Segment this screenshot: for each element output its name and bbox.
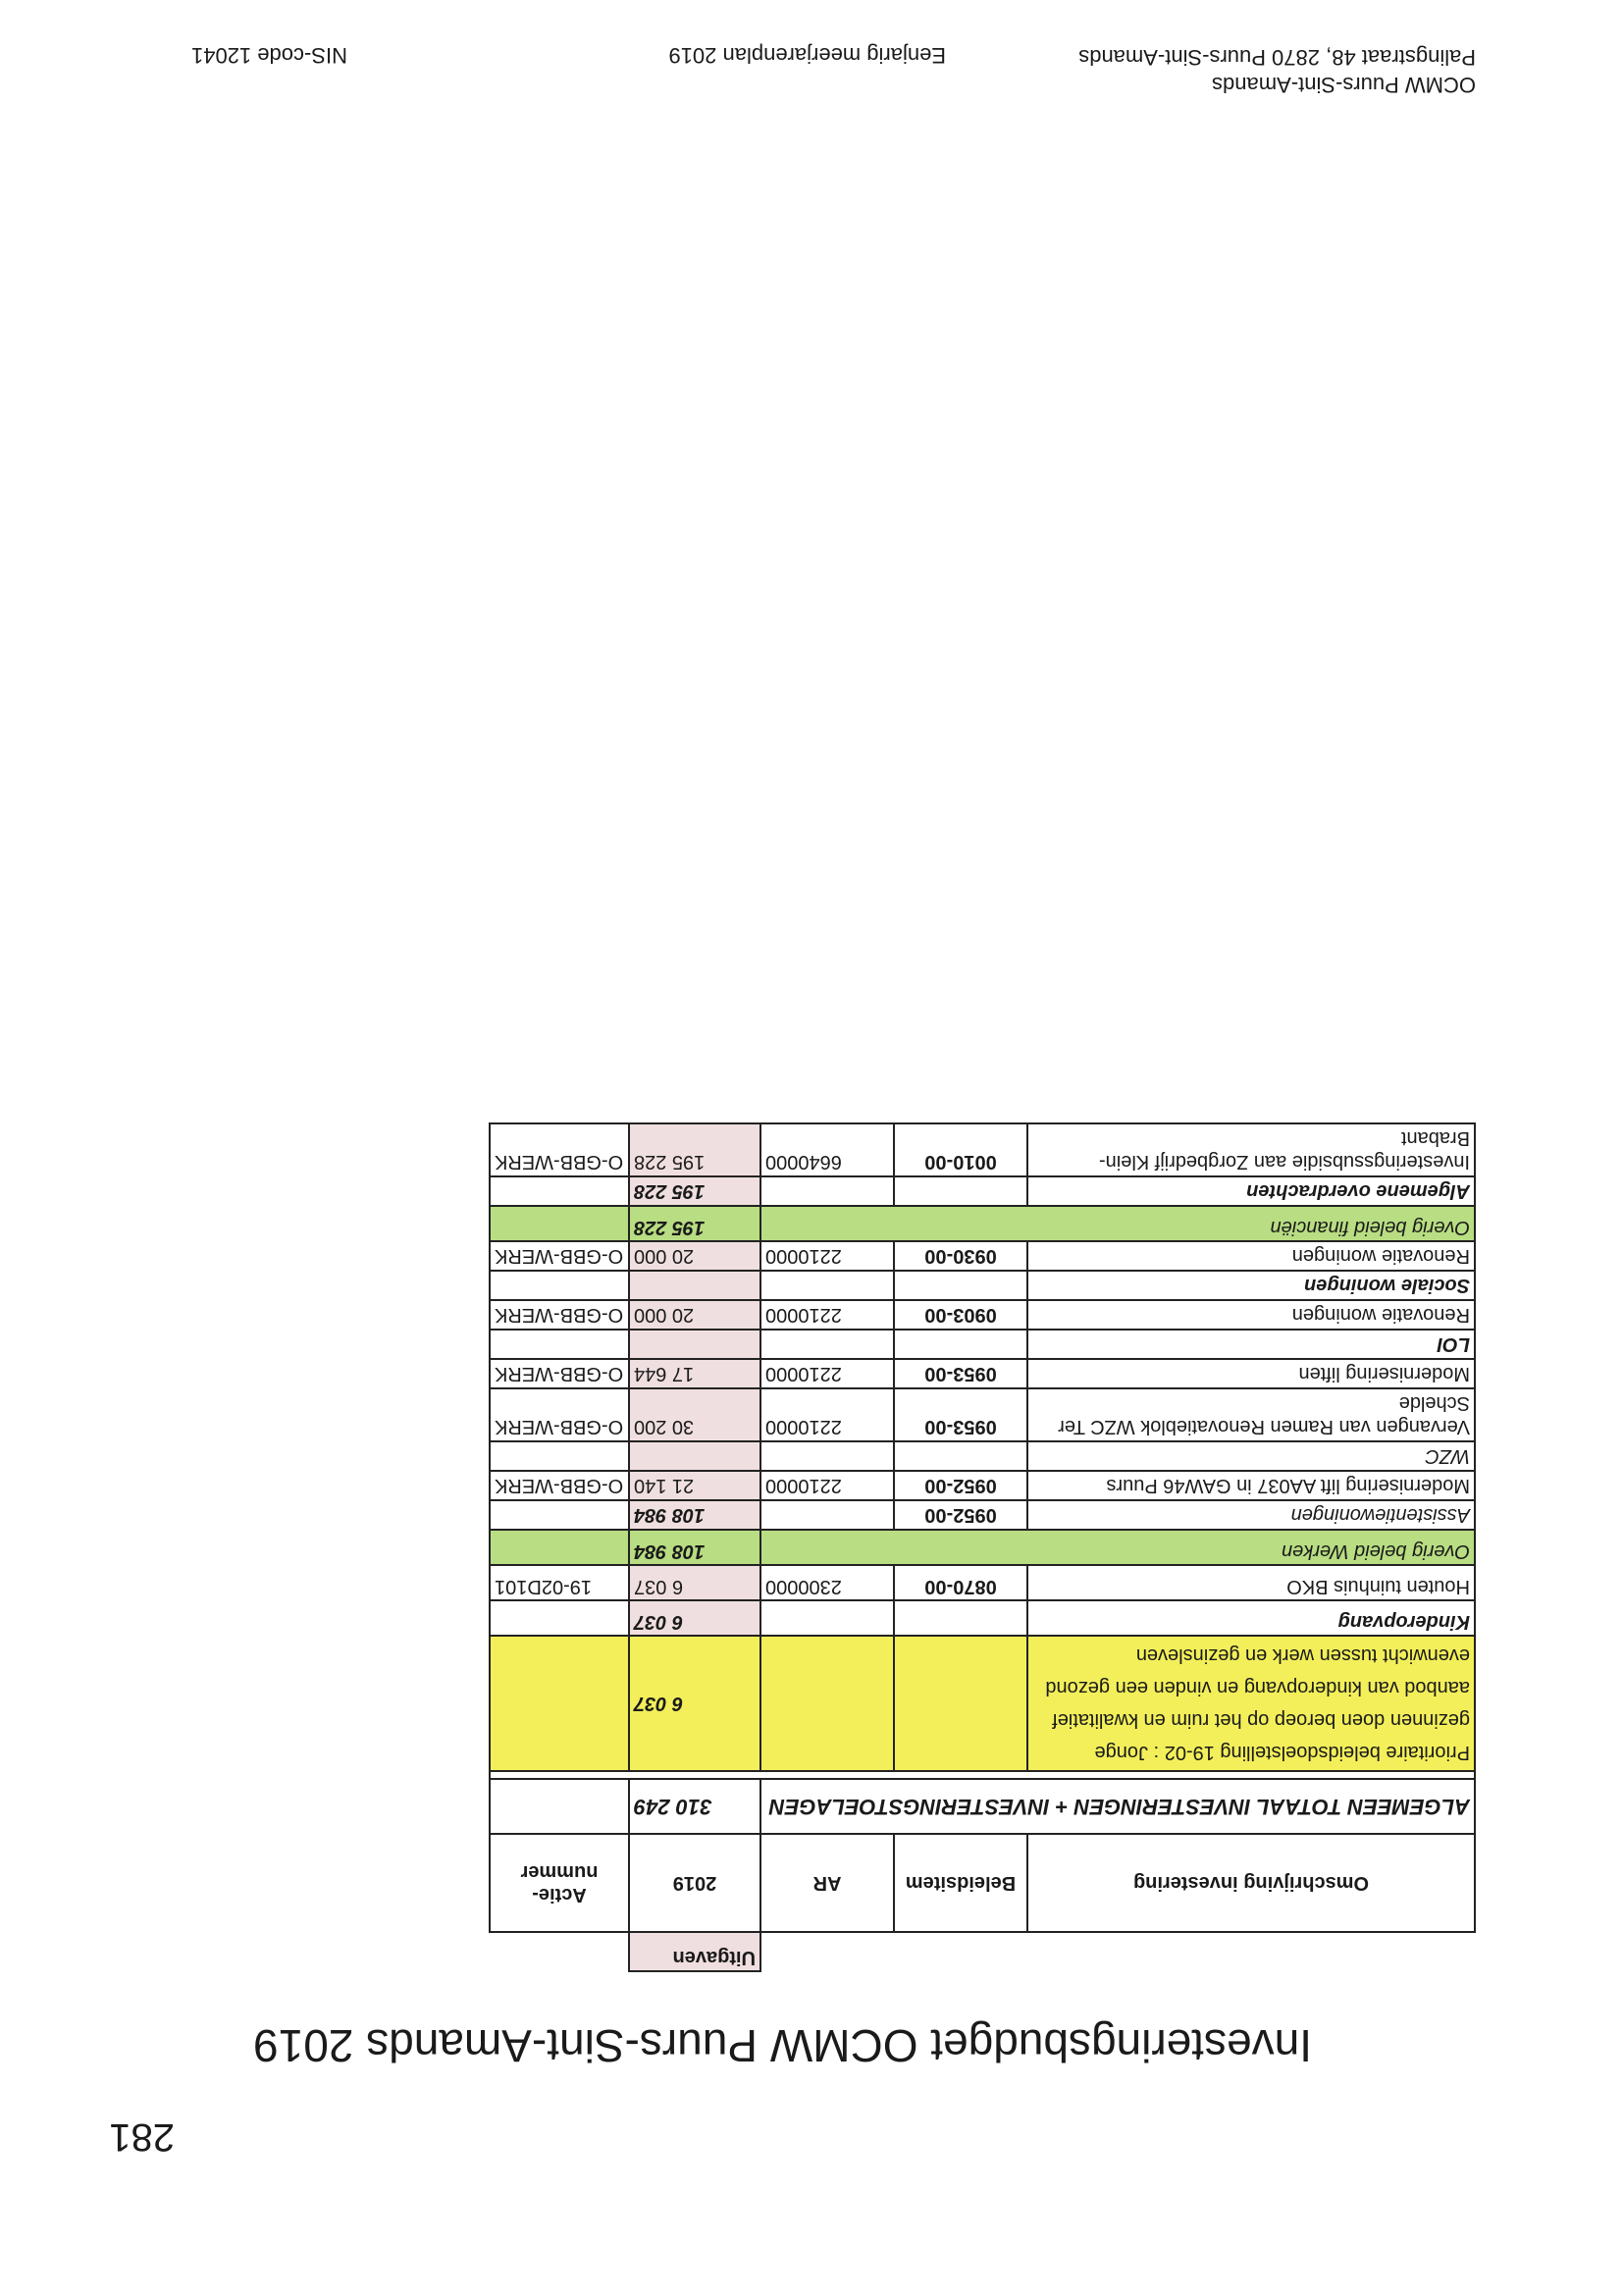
cell-ar: 6640000	[760, 1123, 894, 1176]
priority-row	[490, 1636, 1475, 1771]
table-row	[490, 1123, 1475, 1176]
page-number: 281	[109, 2115, 175, 2159]
total-label: ALGEMEEN TOTAAL INVESTERINGEN + INVESTERINGSTOELAGEN	[760, 1779, 1475, 1834]
table-row	[490, 1271, 1475, 1300]
green-label: Overig beleid financiën	[760, 1206, 1475, 1241]
table-row	[490, 1176, 1475, 1206]
cell-ar: 2300000	[760, 1565, 894, 1600]
table-row	[490, 1500, 1475, 1530]
cell-beleidsitem: 0952-00	[894, 1471, 1027, 1500]
cell-actie: 19-02D101	[490, 1565, 629, 1600]
cell-beleidsitem: 0930-00	[894, 1241, 1027, 1271]
cell-omschrijving: Houten tuinhuis BKO	[1027, 1565, 1475, 1600]
green-row-werken	[490, 1530, 1475, 1565]
header-beleidsitem: Beleidsitem	[894, 1834, 1027, 1932]
total-value: 310 249	[629, 1779, 760, 1834]
header-year: 2019	[629, 1834, 760, 1932]
footer-address: Palingstraat 48, 2870 Puurs-Sint-Amands	[1078, 45, 1476, 70]
cell-ar: 2210000	[760, 1241, 894, 1271]
cell-beleidsitem: 0952-00	[894, 1500, 1027, 1530]
header-ar: AR	[760, 1834, 894, 1932]
green-row-financien	[490, 1206, 1475, 1241]
cell-omschrijving: Renovatie woningen	[1027, 1300, 1475, 1330]
cell-beleidsitem: 0953-00	[894, 1359, 1027, 1388]
cell-omschrijving: Vervangen van Ramen Renovatieblok WZC Ter Schelde	[1027, 1388, 1475, 1441]
cell-omschrijving: Renovatie woningen	[1027, 1241, 1475, 1271]
header-actie: Actie-nummer	[490, 1834, 629, 1932]
table-row	[490, 1330, 1475, 1359]
group-title: Kinderopvang	[1027, 1600, 1475, 1636]
cell-value: 20 000	[629, 1300, 760, 1330]
cell-value: 20 000	[629, 1241, 760, 1271]
footer-doc: Eenjarig meerjarenplan 2019	[668, 43, 946, 68]
cell-actie: O-GBB-WERK	[490, 1388, 629, 1441]
table-row	[490, 1241, 1475, 1271]
cell-value: 195 228	[629, 1123, 760, 1176]
cell-ar: 2210000	[760, 1471, 894, 1500]
cell-value: 21 140	[629, 1471, 760, 1500]
cell-value: 108 984	[629, 1500, 760, 1530]
green-value: 108 984	[629, 1530, 760, 1565]
priority-value: 6 037	[629, 1636, 760, 1771]
group-title-value: 6 037	[629, 1600, 760, 1636]
green-label: Overig beleid Werken	[760, 1530, 1475, 1565]
sub-label: Sociale woningen	[1027, 1271, 1475, 1300]
priority-text: Prioritaire beleidsdoelstelling 19-02 : Jonge gezinnen doen beroep op het ruim en kwalitatief aanbod van kinderopvang en vinden een gezond evenwicht tussen werk en gezinsleven	[1027, 1636, 1475, 1771]
cell-actie: O-GBB-WERK	[490, 1123, 629, 1176]
cell-actie: O-GBB-WERK	[490, 1471, 629, 1500]
green-value: 195 228	[629, 1206, 760, 1241]
cell-actie: O-GBB-WERK	[490, 1241, 629, 1271]
cell-value: 6 037	[629, 1565, 760, 1600]
cell-ar: 2210000	[760, 1388, 894, 1441]
footer-org-block	[1078, 43, 1476, 98]
page-title: Investeringsbudget OCMW Puurs-Sint-Amands 2019	[253, 2020, 1312, 2071]
table-row	[490, 1441, 1475, 1471]
cell-actie: O-GBB-WERK	[490, 1359, 629, 1388]
uitgaven-row	[490, 1932, 1475, 1971]
cell-omschrijving: Modernisering liften	[1027, 1359, 1475, 1388]
table-row	[490, 1471, 1475, 1500]
table-row	[490, 1565, 1475, 1600]
footer-org: OCMW Puurs-Sint-Amands	[1212, 73, 1476, 97]
sub-label: Algemene overdrachten	[1027, 1176, 1475, 1206]
cell-actie: O-GBB-WERK	[490, 1300, 629, 1330]
investment-table	[489, 1122, 1476, 1972]
cell-omschrijving: Modernisering lift AA037 in GAW46 Puurs	[1027, 1471, 1475, 1500]
table-row	[490, 1300, 1475, 1330]
table-row	[490, 1388, 1475, 1441]
cell-ar: 2210000	[760, 1300, 894, 1330]
cell-value: 30 200	[629, 1388, 760, 1441]
cell-beleidsitem: 0010-00	[894, 1123, 1027, 1176]
cell-beleidsitem: 0903-00	[894, 1300, 1027, 1330]
cell-beleidsitem: 0953-00	[894, 1388, 1027, 1441]
cell-value: 17 644	[629, 1359, 760, 1388]
total-row	[490, 1779, 1475, 1834]
table-row	[490, 1359, 1475, 1388]
sub-label: WZC	[1027, 1441, 1475, 1471]
sub-label: Assistentiewoningen	[1027, 1500, 1475, 1530]
header-row	[490, 1834, 1475, 1932]
uitgaven-label: Uitgaven	[629, 1932, 760, 1971]
group-title-row	[490, 1600, 1475, 1636]
cell-beleidsitem: 0870-00	[894, 1565, 1027, 1600]
sub-label: LOI	[1027, 1330, 1475, 1359]
cell-ar: 2210000	[760, 1359, 894, 1388]
footer-nis: NIS-code 12041	[191, 43, 347, 68]
header-omschrijving: Omschrijving investering	[1027, 1834, 1475, 1932]
spacer-row	[490, 1771, 1475, 1779]
cell-value: 195 228	[629, 1176, 760, 1206]
cell-omschrijving: Investeringssubsidie aan Zorgbedrijf Klein-Brabant	[1027, 1123, 1475, 1176]
